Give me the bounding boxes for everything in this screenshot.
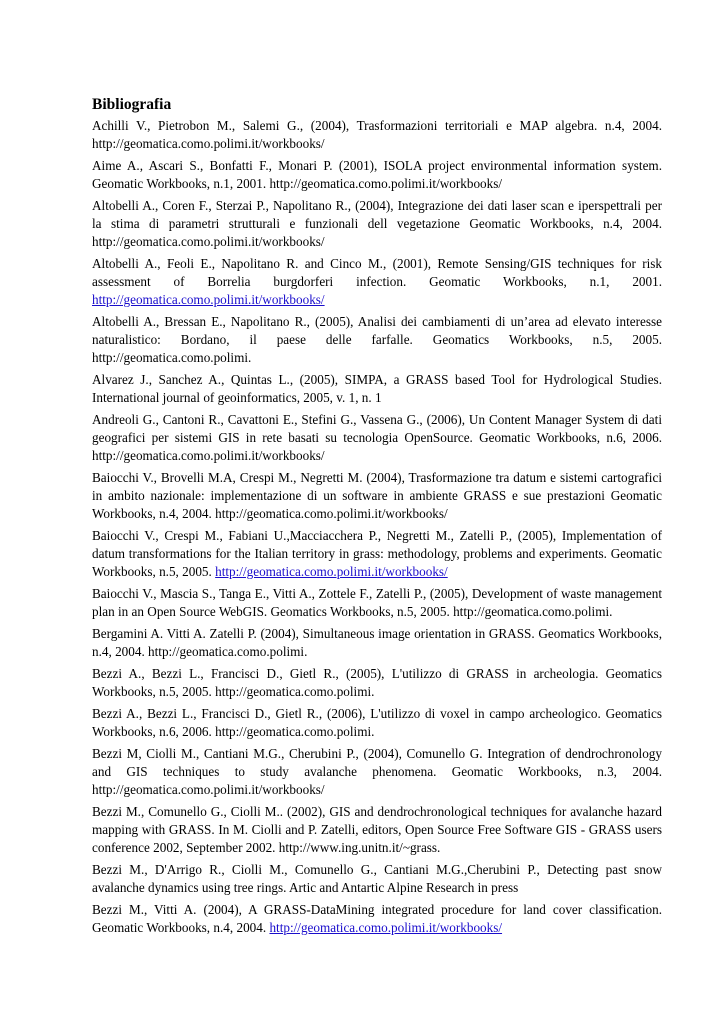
reference-text: Bezzi A., Bezzi L., Francisci D., Gietl R., (2006), L'utilizzo di voxel in campo archeologico. Geomatics Workbooks, n.6, 2006. http://geomatica.como.polimi. (92, 706, 662, 739)
reference-entry (92, 527, 662, 581)
reference-text: Bergamini A. Vitti A. Zatelli P. (2004), Simultaneous image orientation in GRASS. Geomatics Workbooks, n.4, 2004. http://geomatica.como.polimi. (92, 626, 662, 659)
reference-entry (92, 371, 662, 407)
reference-text: Bezzi A., Bezzi L., Francisci D., Gietl R., (2005), L'utilizzo di GRASS in archeologia. Geomatics Workbooks, n.5, 2005. http://geomatica.como.polimi. (92, 666, 662, 699)
reference-text: Baiocchi V., Brovelli M.A, Crespi M., Negretti M. (2004), Trasformazione tra datum e sistemi cartografici in ambito nazionale: implementazione di un software in ambiente GRASS e sue prestazioni Geomatic Workbooks, n.4, 2004. http://geomatica.como.polimi.it/workbooks/ (92, 470, 662, 521)
reference-link[interactable]: http://geomatica.como.polimi.it/workbooks/ (92, 292, 325, 307)
reference-entry (92, 411, 662, 465)
reference-text: Bezzi M., Comunello G., Ciolli M.. (2002), GIS and dendrochronological techniques for avalanche hazard mapping with GRASS. In M. Ciolli and P. Zatelli, editors, Open Source Free Software GIS - GRASS users conference 2002, September 2002. http://www.ing.unitn.it/~grass. (92, 804, 662, 855)
reference-text: Bezzi M., Vitti A. (2004), A GRASS-DataMining integrated procedure for land cover classification. Geomatic Workbooks, n.4, 2004. (92, 902, 662, 935)
reference-text: Bezzi M., D'Arrigo R., Ciolli M., Comunello G., Cantiani M.G.,Cherubini P., Detecting past snow avalanche dynamics using tree rings. Artic and Antartic Alpine Research in press (92, 862, 662, 895)
reference-link[interactable]: http://geomatica.como.polimi.it/workbooks/ (269, 920, 503, 935)
reference-text: Altobelli A., Feoli E., Napolitano R. and Cinco M., (2001), Remote Sensing/GIS techniques for risk assessment of Borrelia burgdorferi infection. Geomatic Workbooks, n.1, 2001. (92, 256, 662, 289)
reference-entry (92, 901, 662, 937)
reference-entry (92, 197, 662, 251)
reference-entry (92, 745, 662, 799)
reference-text: Andreoli G., Cantoni R., Cavattoni E., Stefini G., Vassena G., (2006), Un Content Manager System di dati geografici per sistemi GIS in rete basati su tecnologia OpenSource. Geomatic Workbooks, n.6, 2006. http://geomatica.como.polimi.it/workbooks/ (92, 412, 662, 463)
page-title: Bibliografia (92, 96, 172, 113)
reference-text: Bezzi M, Ciolli M., Cantiani M.G., Cherubini P., (2004), Comunello G. Integration of dendrochronology and GIS techniques to study avalanche phenomena. Geomatic Workbooks, n.3, 2004. http://geomatica.como.polimi.it/workbooks/ (92, 746, 662, 797)
reference-entry (92, 469, 662, 523)
reference-link[interactable]: http://geomatica.como.polimi.it/workbooks/ (215, 564, 448, 579)
reference-text: Aime A., Ascari S., Bonfatti F., Monari P. (2001), ISOLA project environmental information system. Geomatic Workbooks, n.1, 2001. http://geomatica.como.polimi.it/workbooks/ (92, 158, 662, 191)
reference-entry (92, 803, 662, 857)
reference-text: Achilli V., Pietrobon M., Salemi G., (2004), Trasformazioni territoriali e MAP algebra. n.4, 2004. http://geomatica.como.polimi.it/workbooks/ (92, 118, 662, 151)
reference-text: Baiocchi V., Mascia S., Tanga E., Vitti A., Zottele F., Zatelli P., (2005), Development of waste management plan in an Open Source WebGIS. Geomatics Workbooks, n.5, 2005. http://geomatica.como.polimi. (92, 586, 662, 619)
bibliography-page (92, 95, 662, 941)
reference-text: Baiocchi V., Crespi M., Fabiani U.,Macciacchera P., Negretti M., Zatelli P., (2005), Implementation of datum transformations for the Italian territory in grass: methodology, problems and experiments. Geomatic Workbooks, n.5, 2005. (92, 528, 662, 579)
reference-text: Altobelli A., Coren F., Sterzai P., Napolitano R., (2004), Integrazione dei dati laser scan e iperspettrali per la stima di parametri strutturali e funzionali dell vegetazione Geomatic Workbooks, n.4, 2004. http://geomatica.como.polimi.it/workbooks/ (92, 198, 662, 249)
reference-entry (92, 255, 662, 309)
reference-text: Altobelli A., Bressan E., Napolitano R., (2005), Analisi dei cambiamenti di un’area ad elevato interesse naturalistico: Bordano, il paese delle farfalle. Geomatics Workbooks, n.5, 2005. http://geomatica.como.polimi. (92, 314, 662, 365)
reference-entry (92, 585, 662, 621)
reference-entry (92, 665, 662, 701)
reference-entry (92, 705, 662, 741)
reference-entry (92, 117, 662, 153)
reference-text: Alvarez J., Sanchez A., Quintas L., (2005), SIMPA, a GRASS based Tool for Hydrological Studies. International journal of geoinformatics, 2005, v. 1, n. 1 (92, 372, 662, 405)
reference-entry (92, 625, 662, 661)
reference-entry (92, 861, 662, 897)
reference-entry (92, 313, 662, 367)
reference-entry (92, 157, 662, 193)
